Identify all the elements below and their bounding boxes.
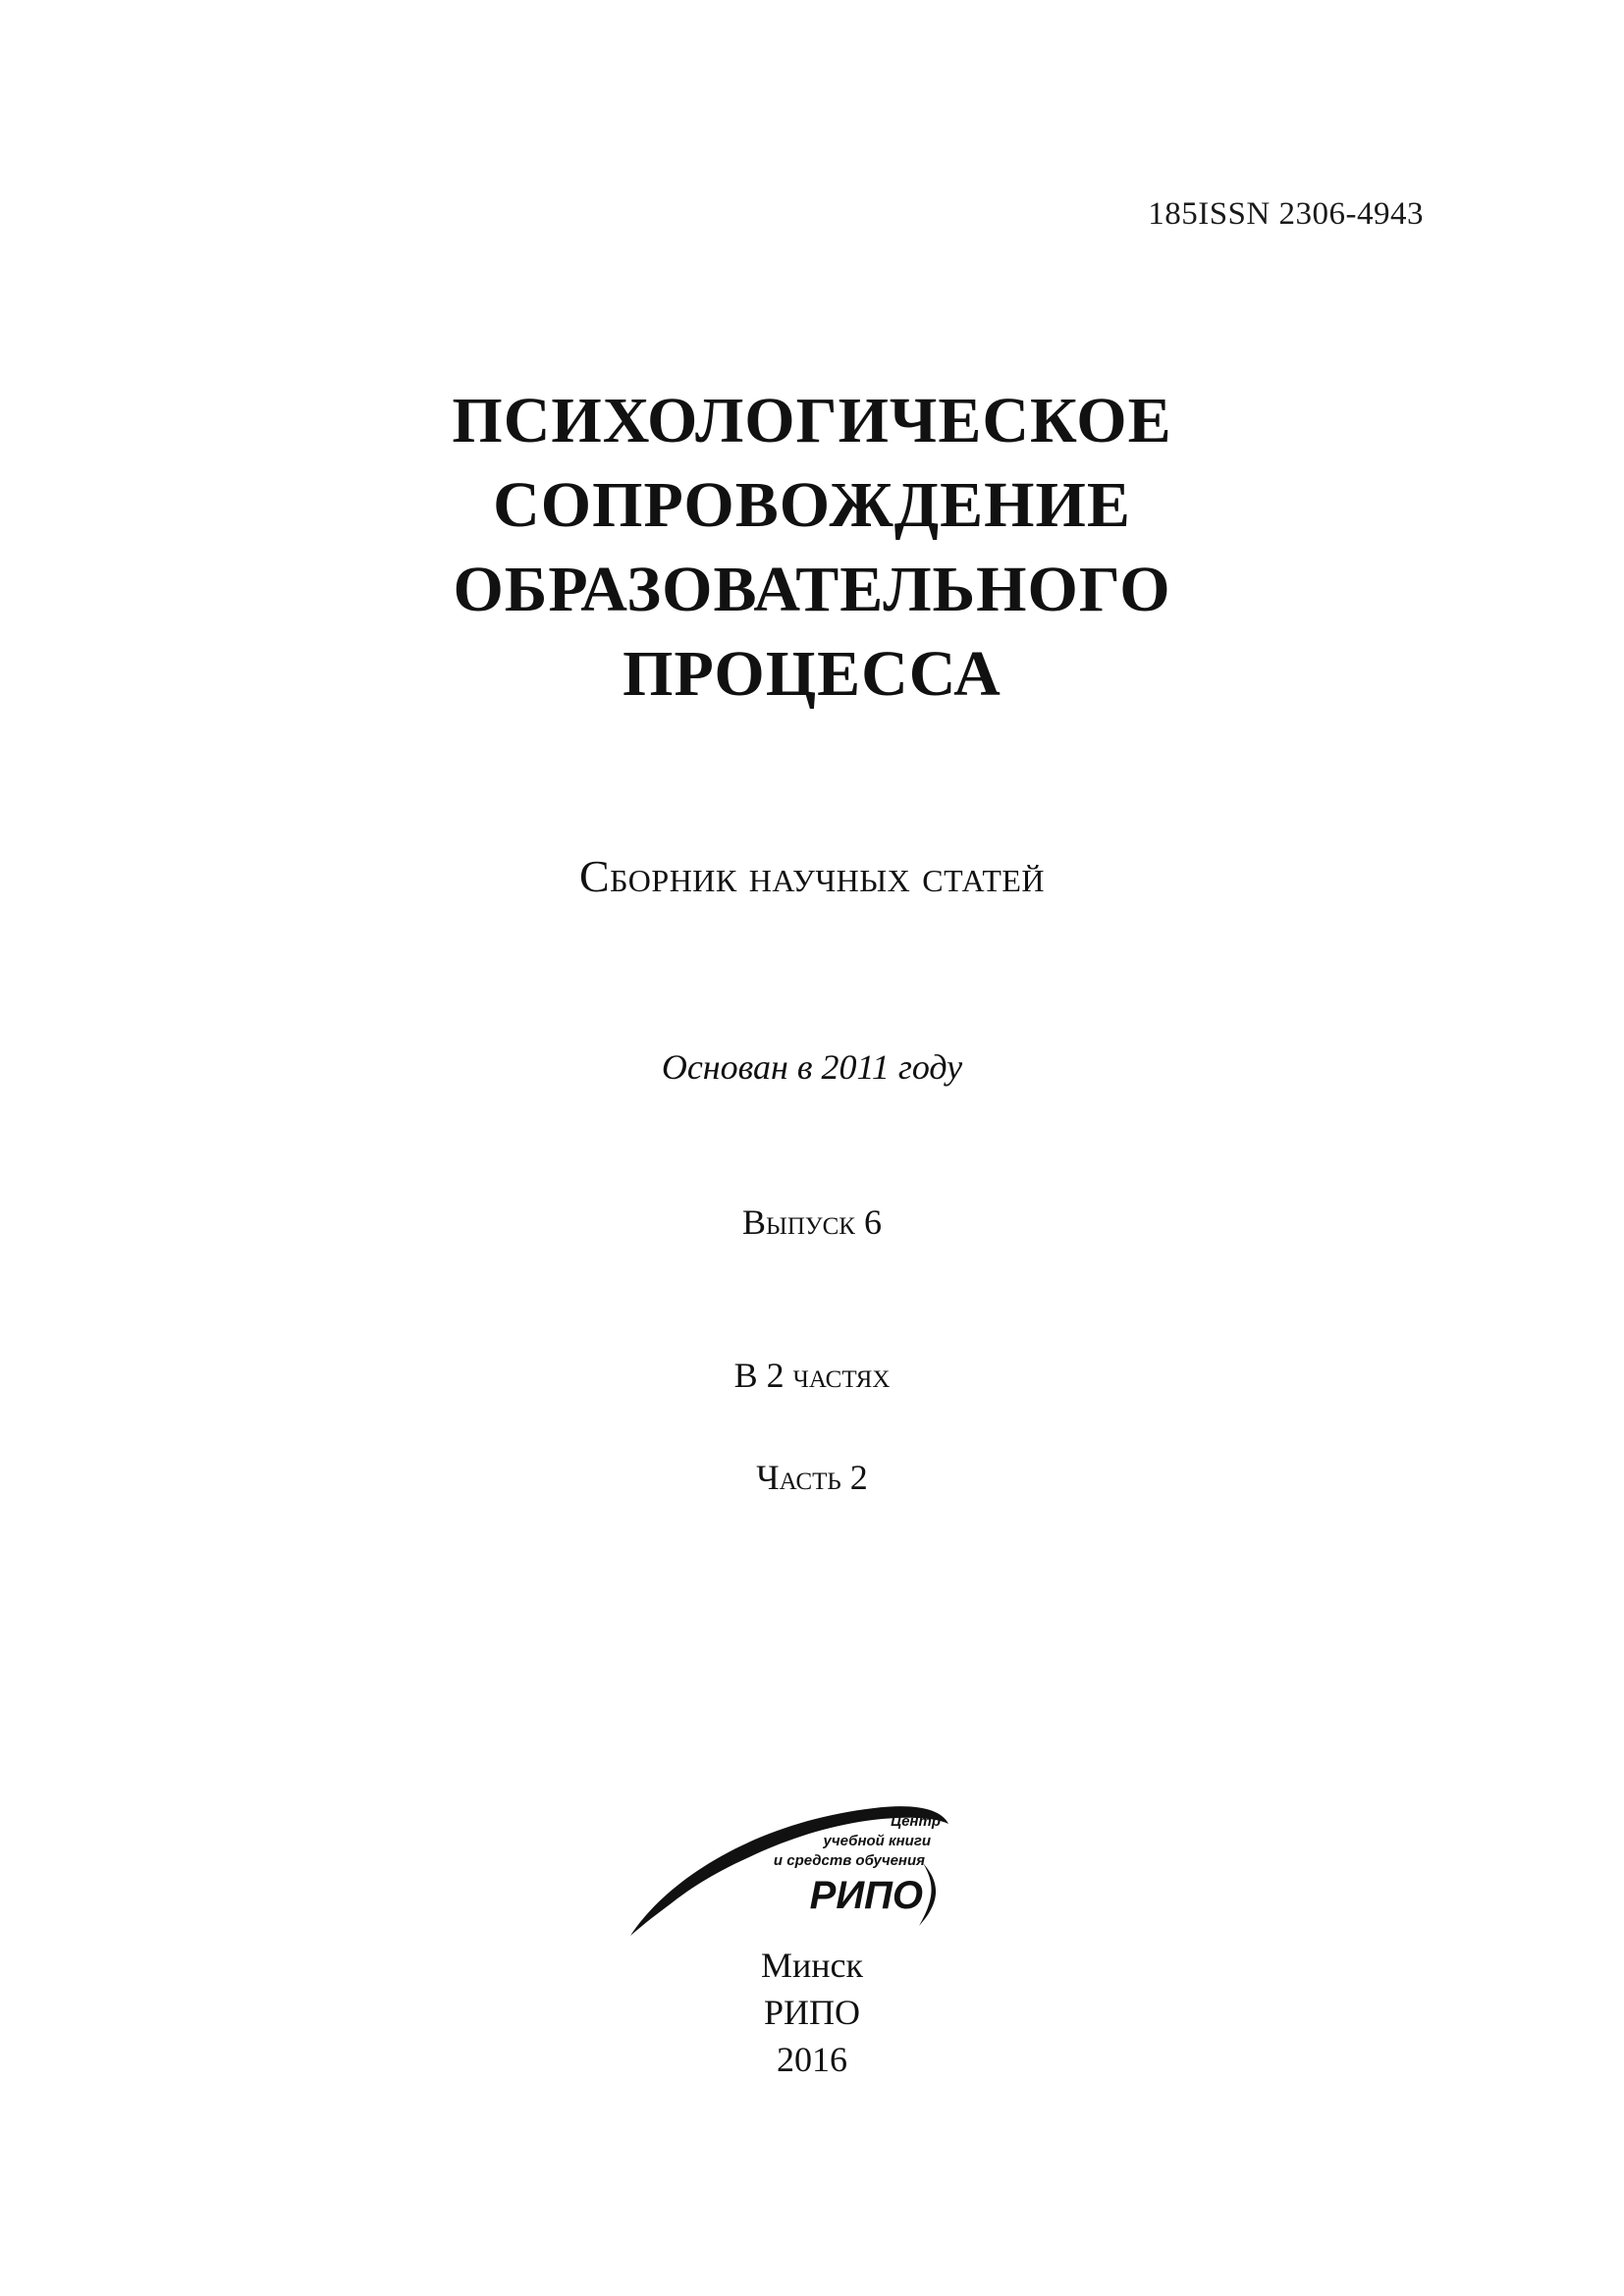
title-line-1: ПСИХОЛОГИЧЕСКОЕ [452, 385, 1172, 456]
issue-number: Выпуск 6 [742, 1202, 882, 1242]
founded-note: Основан в 2011 году [661, 1047, 963, 1087]
issn-label: 185ISSN 2306-4943 [1148, 196, 1424, 232]
subtitle: Сборник научных статей [578, 851, 1046, 901]
parts-total: В 2 частях [733, 1356, 891, 1395]
book-title [0, 379, 1624, 717]
imprint-publisher: РИПО [763, 1993, 860, 2032]
imprint [0, 1942, 1624, 2083]
logo-line-3: и средств обучения [773, 1852, 925, 1869]
part-number: Часть 2 [756, 1458, 868, 1497]
title-line-4: ПРОЦЕССА [623, 638, 1001, 710]
imprint-city: Минск [760, 1946, 863, 1985]
logo-line-2: учебной книги [823, 1833, 931, 1849]
ripo-logo [628, 1800, 952, 1938]
logo-name: РИПО [809, 1874, 923, 1917]
logo-line-1: Центр [891, 1813, 941, 1830]
title-line-3: ОБРАЗОВАТЕЛЬНОГО [453, 554, 1171, 625]
title-line-2: СОПРОВОЖДЕНИЕ [493, 469, 1131, 541]
imprint-year: 2016 [777, 2040, 847, 2079]
